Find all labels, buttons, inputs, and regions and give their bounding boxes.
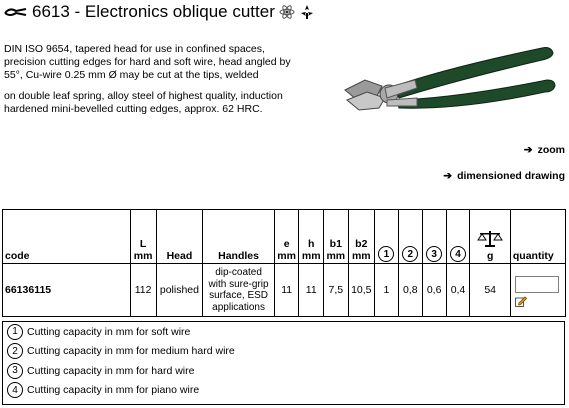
circle-4-icon: 4 (7, 382, 23, 398)
col-code: code (3, 210, 131, 264)
legend-text: Cutting capacity in mm for soft wire (27, 325, 191, 338)
cell-h: 11 (299, 264, 324, 317)
col-capacity-4 (446, 210, 470, 264)
cell-l: 112 (130, 264, 156, 317)
table-row (3, 264, 566, 317)
legend-text: Cutting capacity in mm for medium hard wire (27, 345, 235, 358)
col-capacity-1 (374, 210, 398, 264)
cell-capacity-3: 0,6 (422, 264, 446, 317)
legend-item (3, 381, 564, 401)
page-title: 6613 - Electronics oblique cutter (32, 2, 275, 21)
legend-text: Cutting capacity in mm for hard wire (27, 364, 195, 377)
circle-4-icon: 4 (450, 246, 466, 262)
col-capacity-2 (398, 210, 422, 264)
table-header-row (3, 210, 566, 264)
arrow-right-icon: ➔ (443, 170, 453, 182)
cell-handles: dip-coated with sure-grip surface, ESD applications (203, 264, 275, 317)
cell-capacity-2: 0,8 (398, 264, 422, 317)
cell-weight: 54 (470, 264, 510, 317)
title-row (4, 2, 315, 22)
cell-b1: 7,5 (324, 264, 349, 317)
zoom-link[interactable] (524, 144, 565, 156)
atom-icon (279, 4, 295, 20)
col-e: e mm (274, 210, 299, 264)
product-image-oblique-cutter[interactable] (337, 28, 559, 128)
edit-pencil-icon[interactable] (515, 295, 527, 307)
quantity-input[interactable] (515, 276, 559, 293)
spec-table (2, 209, 566, 317)
cell-code: 66136115 (3, 264, 131, 317)
col-weight: g (470, 210, 510, 264)
cell-head: polished (156, 264, 203, 317)
cell-e: 11 (274, 264, 299, 317)
legend-text: Cutting capacity in mm for piano wire (27, 384, 200, 397)
circle-1-icon: 1 (7, 324, 23, 340)
description-paragraph-2: on double leaf spring, alloy steel of highest quality, induction hardened mini-bevelled cutting edges, approx. 62 HRC. (4, 90, 283, 115)
cell-capacity-1: 1 (374, 264, 398, 317)
dimensioned-drawing-label: dimensioned drawing (457, 170, 565, 182)
legend-item (3, 322, 564, 342)
legend-item (3, 342, 564, 362)
circle-3-icon: 3 (426, 246, 442, 262)
cell-quantity (510, 264, 565, 317)
dimensioned-drawing-link[interactable] (443, 170, 565, 182)
arrow-right-icon: ➔ (523, 144, 533, 156)
pliers-logo-icon (4, 5, 28, 19)
cell-capacity-4: 0,4 (446, 264, 470, 317)
col-capacity-3 (422, 210, 446, 264)
col-handles: Handles (203, 210, 275, 264)
esd-icon (299, 4, 315, 20)
description-paragraph-1: DIN ISO 9654, tapered head for use in confined spaces, precision cutting edges for hard and soft wire, head angled by 55°, Cu-wire 0.25 mm Ø may be cut at the tips, welded (4, 43, 291, 81)
circle-1-icon: 1 (378, 246, 394, 262)
circle-2-icon: 2 (402, 246, 418, 262)
circle-3-icon: 3 (7, 363, 23, 379)
col-b2: b2 mm (348, 210, 374, 264)
capacity-legend (2, 321, 565, 405)
cell-b2: 10,5 (348, 264, 374, 317)
col-quantity: quantity (510, 210, 565, 264)
col-b1: b1 mm (324, 210, 349, 264)
zoom-link-label: zoom (537, 144, 565, 156)
col-head: Head (156, 210, 203, 264)
legend-item (3, 361, 564, 381)
circle-2-icon: 2 (7, 343, 23, 359)
col-l: L mm (130, 210, 156, 264)
col-h: h mm (299, 210, 324, 264)
scale-icon (477, 230, 503, 248)
